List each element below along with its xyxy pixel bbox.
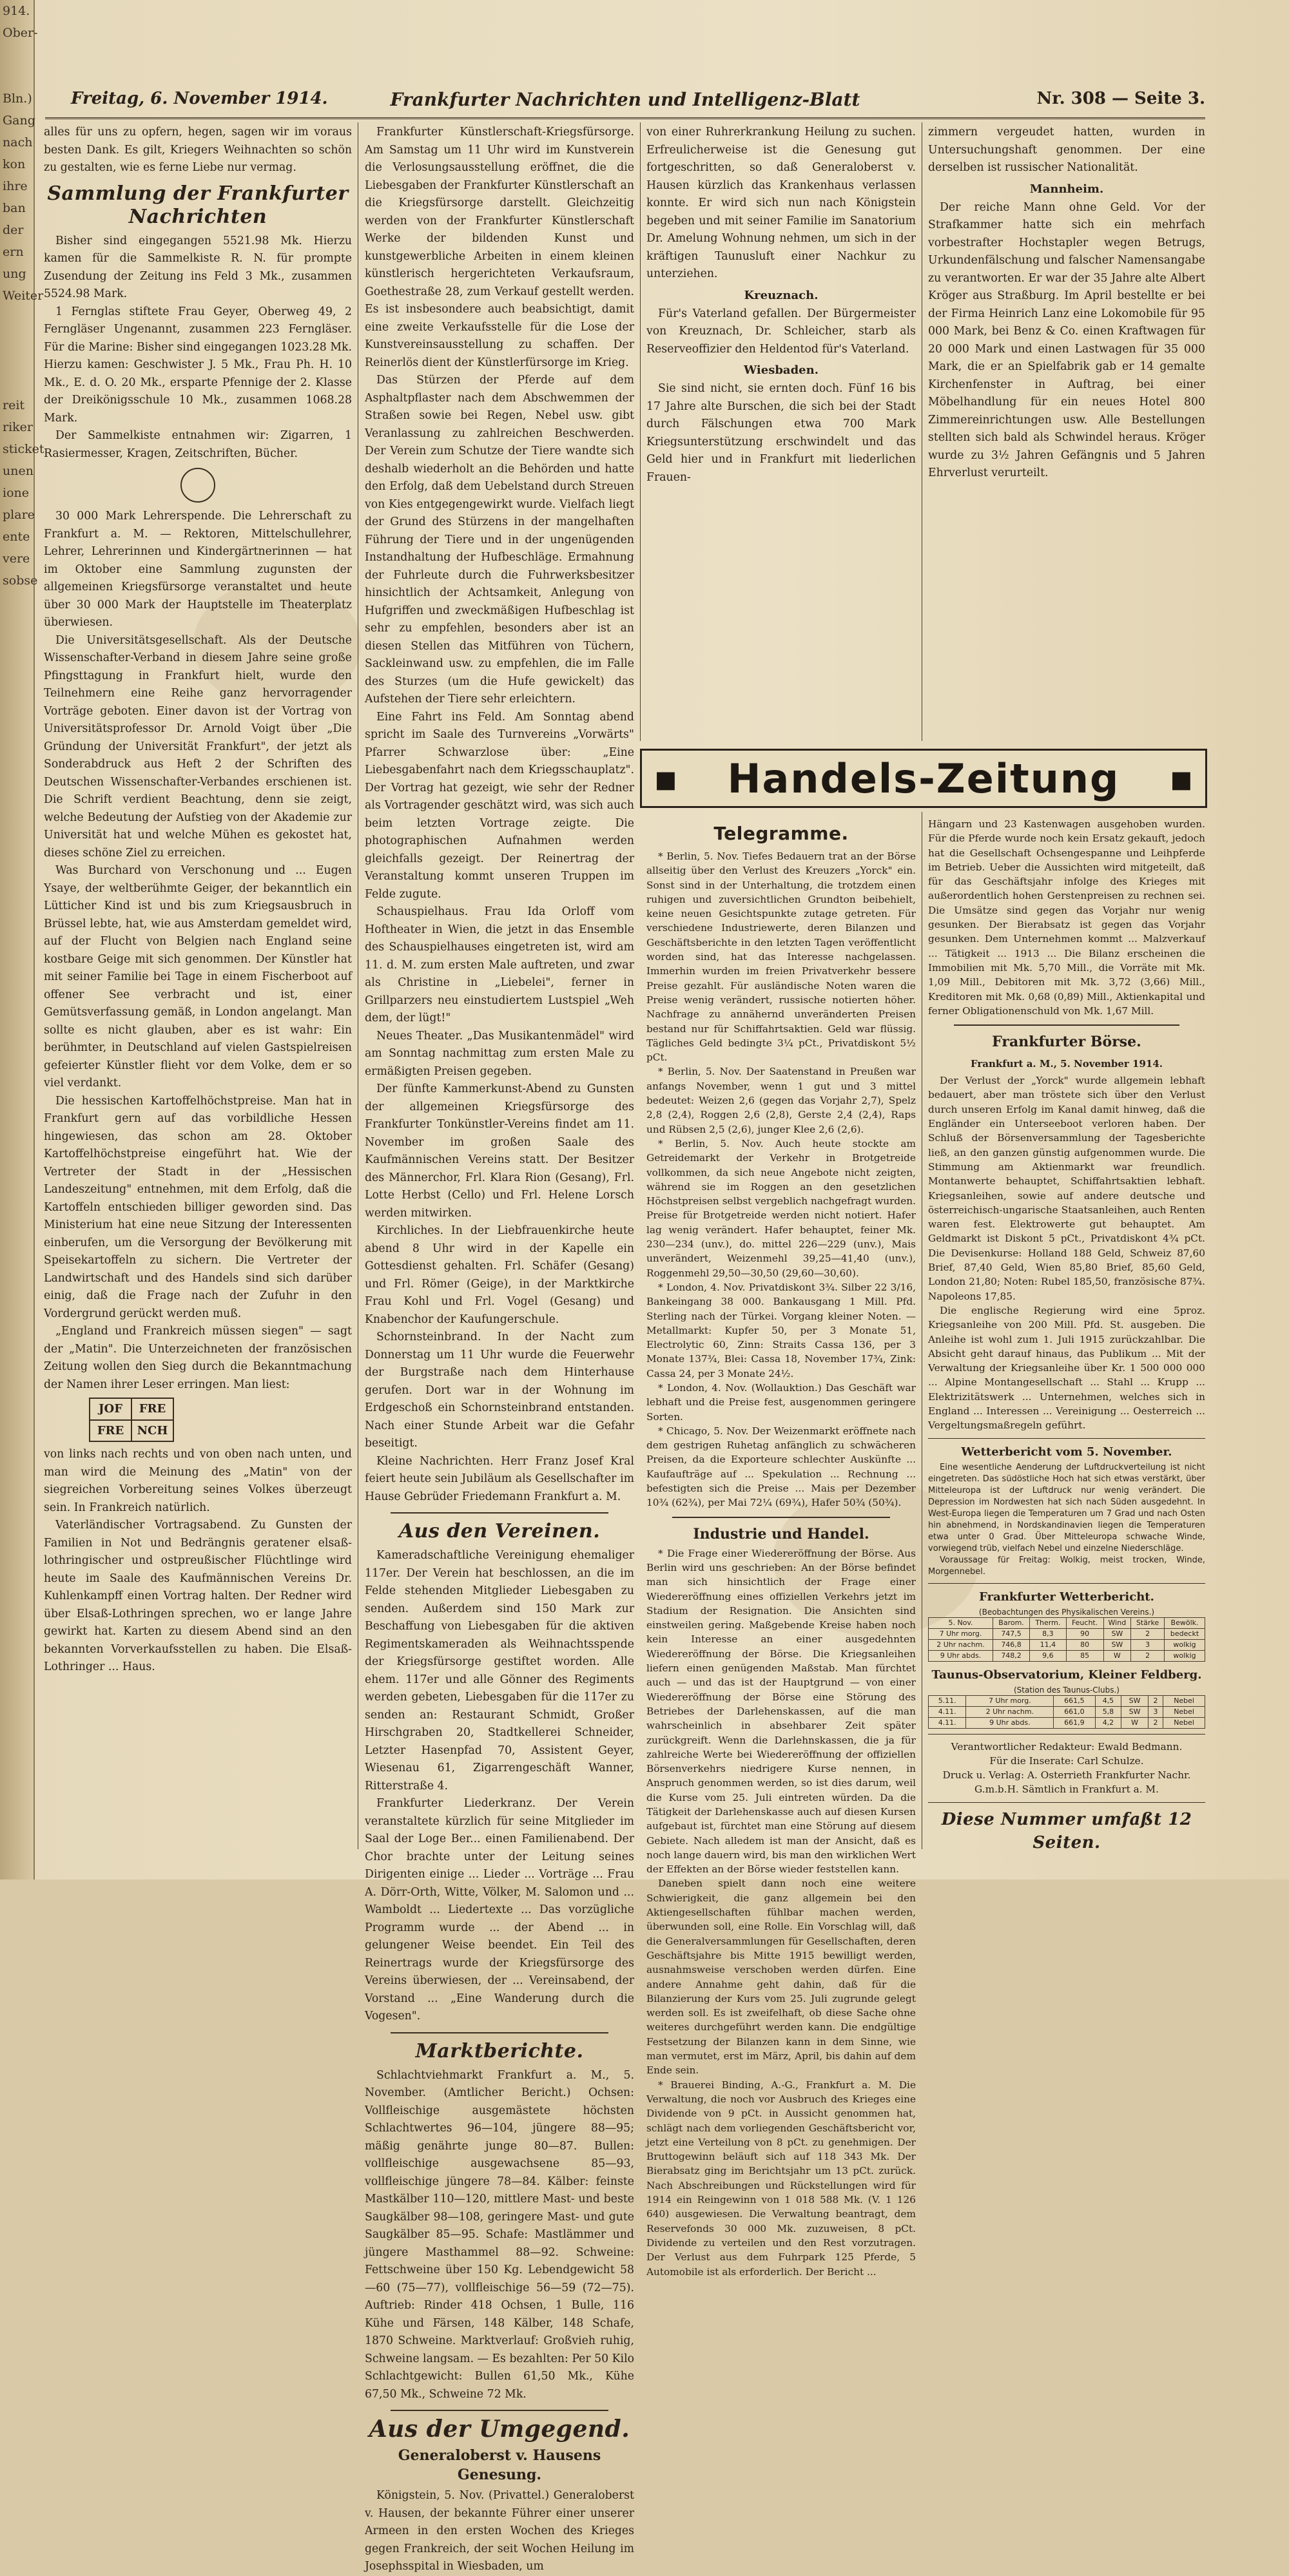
article-sammlung: Der Sammelkiste entnahmen wir: Zigarren, 1 Rasiermesser, Kragen, Zeitschriften, Bücher. (44, 429, 352, 460)
weather-cell: 80 (1066, 1639, 1103, 1650)
weather-table-body (929, 1628, 1205, 1661)
previous-page-edge (0, 0, 44, 1879)
circle-ornament (180, 468, 215, 503)
article-schornsteinbrand: Schornsteinbrand. In der Nacht zum Donnerstag um 11 Uhr wurde die Feuerwehr der Burgstraße nach dem Hinterhause gerufen. Dort war in der Wohnung im Erdgeschoß ein Schornsteinbrand entstanden. Nach einer Stunde Arbeit war die Gefahr beseitigt. (365, 1331, 634, 1450)
weather-header-cell: Wind (1103, 1617, 1131, 1628)
article-ysaye: Was Burchard von Verschonung und ... Eugen Ysaye, der weltberühmte Geiger, der bekanntlich ein Lütticher Kind ist und bis zum Kriegsausbruch in Brüssel lebte, hat, wie aus Amsterdam gemeldet wird, auf der Flucht von Belgien nach England seine kostbare Geige mit sich genommen. Der Künstler hat mit seiner Familie bei Tage in einem Fischerboot auf offener See verbracht und ist, einer Gemütsverfassung gemäß, in London angelangt. Man sollte es nicht glauben, aber es ist wahr: Ein berühmter, in Deutschland auf vielen Gastspielreisen gefeierter Künstler flieht vor dem Volke, dem er so viel verdankt. (44, 864, 352, 1090)
article-binding: * Brauerei Binding, A.-G., Frankfurt a. M. Die Verwaltung, die noch vor Ausbruch des Krieges eine Dividende von 9 pCt. in Aussicht genommen hat, schlägt nach dem vorliegenden Geschäftsbericht vor, jetzt eine Verteilung von 8 pCt. zu genehmigen. Der Bruttogewinn beläuft sich auf 118 343 Mk. Der Bierabsatz ging im Berichtsjahr um 13 pCt. zurück. Nach Abschreibungen und Rückstellungen wird für 1914 ein Reingewinn von 1 018 588 Mk. (V. 1 126 640) ausgewiesen. Die Verwaltung beantragt, dem Reservefonds 30 000 Mk. zuzuweisen, 8 pCt. Dividende zu verteilen und den Rest vorzutragen. Der Verlust aus dem Fuhrpark 125 Pferde, 5 Automobile ist als erforderlich. Der Bericht ... (646, 2079, 916, 2278)
dateline-mannheim: Mannheim. (1029, 182, 1104, 196)
wetterbericht-subtitle: (Beobachtungen des Physikalischen Vereins.) (978, 1607, 1155, 1617)
article-vortragsabend: Vaterländischer Vortragsabend. Zu Gunsten der Familien in Not und Bedrängnis geratener elsaß-lothringischer und ostpreußischer Flüchtlinge wird heute im Saale des Kaufmännischen Vereins Dr. Kuhlenkampff einen Vortrag halten. Der Redner wird über Elsaß-Lothringen sprechen, wo er lange Jahre gewirkt hat. Karten zu diesem Abend sind an den bekannten Vorverkaufsstellen zu haben. Die Elsaß-Lothringer ... Haus. (44, 1519, 352, 1673)
heading-taunus-observatorium: Taunus-Observatorium, Kleiner Feldberg. (931, 1668, 1202, 1682)
weather-row (929, 1628, 1205, 1639)
section-heading-sammlung: Sammlung der Frankfurter Nachrichten (47, 182, 349, 228)
weather-table-frankfurt (928, 1617, 1205, 1662)
previous-page-fragment (0, 351, 34, 372)
weather-cell: 90 (1066, 1628, 1103, 1639)
article-hausen-cont: von einer Ruhrerkrankung Heilung zu suchen. Erfreulicherweise ist die Genesung gut fortgeschritten, so daß Generaloberst v. Hausen kürzlich das Krankenhaus verlassen konnte. Er wird sich nun nach Königstein begeben und mit seiner Familie im Sanatorium Dr. Amelung Wohnung nehmen, um sich in der kräftigen Taunusluft einer Nachkur zu unterziehen. (646, 126, 916, 280)
weather-cell: wolkig (1165, 1650, 1205, 1661)
section-rule (928, 1802, 1205, 1803)
puzzle-cell: FRE (90, 1420, 131, 1442)
weather-cell: SW (1103, 1628, 1131, 1639)
article-hausen: Königstein, 5. Nov. (Privattel.) Generaloberst v. Hausen, der bekannte Führer einer unserer Armeen in den ersten Wochen des Krieges gegen Frankreich, der seit Wochen Heilung im Josephsspital in Wiesbaden, um (365, 2489, 634, 2573)
weather-cell: 2 Uhr nachm. (966, 1706, 1054, 1717)
weather-cell: 748,2 (993, 1650, 1030, 1661)
weather-header-cell: 5. Nov. (929, 1617, 993, 1628)
weather-row (929, 1717, 1205, 1728)
section-heading-frankfurter-boerse: Frankfurter Börse. (992, 1033, 1141, 1051)
article-schauspielhaus: Schauspielhaus. Frau Ida Orloff vom Hoftheater in Wien, die jetzt in das Ensemble des Schauspielhauses eingetreten ist, wird am 11. d. M. zum ersten Male auftreten, und zwar als Christine in „Liebelei", ferner in Grillparzers neu einstudiertem Lustspiel „Weh dem, der lügt!" (365, 905, 634, 1024)
jof-frence-puzzle (89, 1398, 174, 1442)
weather-cell: 2 (1148, 1717, 1163, 1728)
weather-table-taunus (928, 1695, 1205, 1729)
weather-cell: 9 Uhr abds. (966, 1717, 1054, 1728)
puzzle-cell: FRE (131, 1398, 173, 1420)
weather-cell: 2 (1131, 1628, 1165, 1639)
section-rule (928, 1583, 1205, 1584)
article-wetterbericht: Eine wesentliche Aenderung der Luftdruckverteilung ist nicht eingetreten. Das südöstliche Hoch hat sich etwas verstärkt, über Mitteleuropa ist der Luftdruck nur wenig verändert. Die Depression im Nordwesten hat sich nach Süden ausgedehnt. In West-Europa liegen die Temperaturen um 7 Grad und nach Osten hin abnehmend, in Nordskandinavien liegen die Temperaturen etwa unter 0 Grad. Über Mitteleuropa schwache Winde, vorwiegend trüb, vielfach Nebel und einzelne Niederschläge. (928, 1462, 1205, 1553)
weather-cell: 747,5 (993, 1628, 1030, 1639)
previous-page-fragment: sticket (3, 442, 44, 456)
article-kreuznach: Für's Vaterland gefallen. Der Bürgermeister von Kreuznach, Dr. Schleicher, starb als Reserveoffizier den Heldentod für's Vaterland. (646, 307, 916, 356)
weather-table-header (929, 1617, 1205, 1628)
article-mannheim: Der reiche Mann ohne Geld. Vor der Strafkammer hatte sich ein mehrfach vorbestrafter Hochstapler wegen Betrugs, Urkundenfälschung und falscher Namensangabe zu verantworten. Er war der 35 Jahre alte Albert Kröger aus Straßburg. Im April bestellte er bei der Firma Heinrich Lanz eine Lokomobile für 95 000 Mark, bei Benz & Co. einen Kraftwagen für 20 000 Mark und einen Lastwagen für 35 000 Mark, die er an Spielfabrik gab er 14 gemalte Kirchenfenster in Auftrag, bei einer Möbelhandlung für ein neues Hotel 800 Zimmereinrichtungen usw. Alle Bestellungen stellten sich bald als Schwindel heraus. Kröger wurde zu 3½ Jahren Gefängnis und 5 Jahren Ehrverlust verurteilt. (928, 200, 1205, 479)
weather-cell: 5.11. (929, 1695, 966, 1706)
weather-cell: 9 Uhr abds. (929, 1650, 993, 1661)
heading-wetterbericht: Wetterbericht vom 5. November. (961, 1445, 1172, 1459)
weather-cell: 4.11. (929, 1706, 966, 1717)
weather-row (929, 1695, 1205, 1706)
article-wiesbaden: Sie sind nicht, sie ernten doch. Fünf 16 bis 17 Jahre alte Burschen, die sich bei der Stadt durch Fälschungen etwa 700 Mark Kriegsunterstützung erschwindelt und das Geld hier und in Frankfurt mit liederlichen Frauen- (646, 382, 916, 484)
telegram-berlin: * Berlin, 5. Nov. Tiefes Bedauern trat an der Börse allseitig über den Verlust des Kreuzers „Yorck" ein. Sonst sind in der Unterhaltung, die trotzdem einen ruhigen und zuversichtlichen Grundton beibehielt, keine neuen Gesichtspunkte zutage getreten. Für verschiedene Industriewerte, deren Bilanzen und Geschäftsberichte in den letzten Tagen veröffentlicht worden sind, hat das Interesse nachgelassen. Immerhin wurden im freien Privatverkehr bessere Preise gezahlt. Für ausländische Noten waren die Preise wenig verändert, russische notierten höher. Nachfrage zu annähernd unveränderten Preisen bestand nur für Schiffahrtsaktien. Geld war flüssig. Tägliches Geld bedingte 3¼ pCt., Privatdiskont 5½ pCt. (646, 851, 916, 1064)
previous-page-fragment: reit (3, 398, 25, 412)
puzzle-cell: JOF (90, 1398, 131, 1420)
weather-cell: Nebel (1163, 1695, 1205, 1706)
dateline-wiesbaden: Wiesbaden. (744, 363, 819, 377)
weather-cell: 5,8 (1095, 1706, 1121, 1717)
article-kriegsanleihe: Die englische Regierung wird eine 5proz. Kriegsanleihe von 200 Mill. Pfd. St. ausgeben. Die Anleihe ist wohl zum 1. Juli 1915 zurückzahlbar. Die Absicht geht darauf hinaus, das Publikum ... Mit der Verwaltung der Kriegsanleihe über Kr. 1 500 000 000 ... Alpine Montangesellschaft ... Stahl ... Krupp ... Elektrizitätswerk ... Unternehmen, welches sich in England ... Interessen ... Vereinigung ... Oesterreich ... Vergeltungsmaßregeln geführt. (928, 1304, 1205, 1432)
weather-cell: 661,5 (1054, 1695, 1095, 1706)
article-kammerkunst: Der fünfte Kammerkunst-Abend zu Gunsten der allgemeinen Kriegsfürsorge des Frankfurter Tonkünstler-Vereins findet am 11. November im großen Saale des Kaufmännischen Vereins statt. Der Besitzer des Männerchor, Frl. Klara Rion (Gesang), Frl. Lotte Herbst (Cello) und Frl. Helene Lorsch werden mitwirken. (365, 1082, 634, 1220)
previous-page-fragment: ban (3, 201, 26, 215)
boerse-dateline: Frankfurt a. M., 5. November 1914. (970, 1058, 1163, 1070)
article-binding-cont: Hängarn und 23 Kastenwagen ausgehoben wurden. Für die Pferde wurde noch kein Ersatz gekauft, jedoch hat die Gesellschaft Ochsengespanne und Leihpferde im Betrieb. Ueber die Aussichten wird mitgeteilt, daß für das Geschäftsjahr infolge des Krieges mit außerordentlich hohen Gerstenpreisen zu rechnen sei. Die Umsätze sind gegen das Vorjahr nur wenig gesunken. Der Bierabsatz ist gegen das Vorjahr gesunken. Dem Unternehmen kommt ... Malzverkauf ... Tätigkeit ... 1913 ... Die Bilanz erscheinen die Immobilien mit Mk. 5,70 Mill., die Vorräte mit Mk. 1,09 Mill., Debitoren mit Mk. 3,72 (3,66) Mill., Kreditoren mit Mk. 0,68 (0,89) Mill., Aktienkapital und ferner Obligationenschuld von Mk. 1,67 Mill. (928, 818, 1205, 1017)
weather-header-cell: Bewölk. (1165, 1617, 1205, 1628)
article-boerse-wiedereroeffnung: * Die Frage einer Wiedereröffnung der Börse. Aus Berlin wird uns geschrieben: An der Börse befindet man sich hinsichtlich der Frage einer Wiedereröffnung eines offiziellen Verkehrs jetzt im Stadium der Resignation. Die Ansichten sind einstweilen gering. Maßgebende Kreise haben noch kein Interesse an einer ausgedehnten Wiedereröffnung der Börse. Die Kriegsanleihen liefern einen genügenden Maßstab. Man fürchtet auch — und das ist der Hauptgrund — von einer Wiedereröffnung der Börse eine Störung des Betriebes der Darlehenskassen, auf die man wahrscheinlich in absehbarer Zeit später zurückgreift. Wenn die Darlehnskassen, die ja für zahlreiche Werte bei Wiedereröffnung der offiziellen Börsenverkehrs niedrigere Kurse nennen, in Anspruch genommen werden, so ist dies darum, weil die Kurse vom 25. Juli eintreten würden. Da die Tätigkeit der Darlehenskasse auch auf diesen Kursen aufgebaut ist, fürchtet man eine Störung auf diesem Gebiete. Nach alledem ist man der Ansicht, daß es noch lange dauern wird, bis man den wirklichen Wert der Effekten an der Börse wieder feststellen kann. (646, 1547, 916, 1876)
previous-page-fragment: sobse (3, 573, 38, 588)
section-heading-industrie: Industrie und Handel. (693, 1525, 869, 1543)
weather-header-cell: Barom. (993, 1617, 1030, 1628)
article-fahrt-ins-feld: Eine Fahrt ins Feld. Am Sonntag abend spricht im Saale des Turnvereins „Vorwärts" Pfarrer Schwarzlose über: „Eine Liebesgabenfahrt nach dem Kriegsschauplatz". Der Vortrag hat gezeigt, wie sehr der Redner als Vortragender geschätzt wird, was sich auch beim letzten Vortrage zeigte. Die photographischen Aufnahmen werden gleichfalls gezeigt. Der Reinertrag der Veranstaltung kommt unseren Truppen im Felde zugute. (365, 710, 634, 901)
previous-page-fragment: ente (3, 530, 30, 544)
weather-header-cell: Feucht. (1066, 1617, 1103, 1628)
weather-cell: W (1121, 1717, 1148, 1728)
article-schlachtvieh: Schlachtviehmarkt Frankfurt a. M., 5. November. (Amtlicher Bericht.) Ochsen: Vollfleischige ausgemästete höchsten Schlachtwertes 96—104, jüngere 88—95; mäßig genährte junge 80—87. Bullen: vollfleischige ausgewachsene 85—93, vollfleischige jüngere 78—84. Kälber: feinste Mastkälber 110—120, mittlere Mast- und beste Saugkälber 98—108, geringere Mast- und gute Saugkälber 85—95. Schafe: Mastlämmer und jüngere Masthammel 88—92. Schweine: Fettschweine über 150 Kg. Lebendgewicht 58—60 (75—77), vollfleischige 56—59 (72—75). Auftrieb: Rinder 418 Ochsen, 1 Bulle, 116 Kühe und Färsen, 148 Kälber, 148 Schafe, 1870 Schweine. Marktverlauf: Großvieh ruhig, Schweine langsam. — Es bezahlten: Per 50 Kilo Schlachtgewicht: Bullen 61,50 Mk., Kühe 67,50 Mk., Schweine 72 Mk. (365, 2068, 635, 2401)
section-rule (391, 2410, 608, 2411)
article-voraussage: Voraussage für Freitag: Wolkig, meist trocken, Winde, Morgennebel. (928, 1555, 1205, 1577)
weather-header-cell: Therm. (1030, 1617, 1066, 1628)
column-6 (928, 817, 1205, 1852)
puzzle-cell: NCH (131, 1420, 173, 1442)
handels-zeitung-banner (640, 749, 1207, 808)
weather-cell: 85 (1066, 1650, 1103, 1661)
article-frauenzimmer: zimmern vergeudet hatten, wurden in Untersuchungshaft genommen. Der eine derselben ist russischer Nationalität. (928, 126, 1205, 174)
article-matin: von links nach rechts und von oben nach unten, und man wird die Meinung des „Matin" von der siegreichen Vorbereitung seines Volkes überzeugt sein. In Frankreich natürlich. (44, 1448, 352, 1514)
previous-page-fragment: vere (3, 552, 30, 566)
previous-page-fragment (0, 372, 34, 394)
weather-cell: 2 Uhr nachm. (929, 1639, 993, 1650)
article-frankfurter-boerse: Der Verlust der „Yorck" wurde allgemein lebhaft bedauert, aber man tröstete sich über den Verlust durch unseren Erfolg im Kanal damit hinweg, daß die Engländer ein Unterseeboot verloren haben. Der Schluß der Börsenversammlung der Tagesberichte ließ, an den ganzen günstig aufgenommen wurde. Die Stimmung am Aktienmarkt war freundlich. Montanwerte behauptet, Schiffahrtsaktien lebhaft. Kriegsanleihen, sowie auf andere deutsche und österreichisch-ungarische Staatsanleihen, auch Renten waren fest. Elektrowerte gut behauptet. Am Geldmarkt ist Diskont 5 pCt., Privatdiskont 4¾ pCt. Die Devisenkurse: Holland 188 Geld, Schweiz 87,60 Brief, 87,40 Geld, Wien 85,80 Brief, 85,60 Geld, London 21,80; Noten: Rubel 185,50, französische 87¾. Napoleons 17,85. (928, 1075, 1205, 1302)
previous-page-fragment: ern (3, 245, 24, 259)
section-rule (954, 1024, 1179, 1026)
previous-page-fragment: riker (3, 420, 33, 434)
weather-cell: 3 (1131, 1639, 1165, 1650)
previous-page-fragment: Ober- (3, 26, 38, 40)
article-heading-hausen: Generaloberst v. Hausens Genesung. (398, 2447, 601, 2483)
section-rule (672, 1517, 890, 1518)
heading-frankfurter-wetterbericht: Frankfurter Wetterbericht. (979, 1590, 1154, 1604)
article-sammlung: Bisher sind eingegangen 5521.98 Mk. Hierzu kamen für die Sammelkiste R. N. für prompte Zusendung der Zeitung ins Feld 3 Mk., zusammen 5524.98 Mark. (44, 234, 352, 300)
banner-title: Handels-Zeitung (727, 755, 1120, 802)
weather-cell: wolkig (1165, 1639, 1205, 1650)
column-4 (928, 124, 1205, 736)
article-kleine-nachrichten: Kleine Nachrichten. Herr Franz Josef Kral feiert heute sein Jubiläum als Gesellschafter im Hause Gebrüder Friedemann Frankfurt a. M. (365, 1454, 634, 1503)
weather-cell: bedeckt (1165, 1628, 1205, 1639)
telegram-london: * London, 4. Nov. Privatdiskont 3¾. Silber 22 3/16, Bankeingang 38 000. Bankausgang 1 Mill. Pfd. Sterling nach der Türkei. Vorgang kleiner Noten. — Metallmarkt: Kupfer 50, per 3 Monate 51, Electrolytic 60, Zinn: Straits Cassa 136, per 3 Monate 137¾, Blei: Cassa 18, November 17¾, Zink: Cassa 24, per 3 Monate 24½. (646, 1281, 916, 1379)
section-rule (928, 1438, 1205, 1439)
article-kirchliches: Kirchliches. In der Liebfrauenkirche heute abend 8 Uhr wird in der Kapelle ein Gottesdienst gehalten. Frl. Schäfer (Gesang) und Frl. Römer (Geige), in der Marktkirche Frau Kohl und Frl. Vogel (Gesang) und Knabenchor der Kaufungerschule. (365, 1224, 634, 1326)
previous-page-fragment: ung (3, 267, 26, 281)
previous-page-fragment (0, 66, 34, 88)
previous-page-fragment: unen (3, 464, 34, 478)
weather-cell: 8,3 (1030, 1628, 1066, 1639)
section-heading-marktberichte: Marktberichte. (415, 2039, 584, 2062)
previous-page-fragment (0, 307, 34, 329)
weather-cell: 2 (1131, 1650, 1165, 1661)
weather-cell: 661,0 (1054, 1706, 1095, 1717)
weather-cell: 4.11. (929, 1717, 966, 1728)
weather-table-body (929, 1695, 1205, 1728)
page-header (45, 89, 1205, 119)
previous-page-fragment: Gang (3, 113, 35, 128)
article-kameradschaft: Kameradschaftliche Vereinigung ehemaliger 117er. Der Verein hat beschlossen, an die im Felde stehenden Mitglieder Liebesgaben zu senden. Außerdem sind 150 Mark zur Beschaffung von Liebesgaben für die aktiven Regimentskameraden als Weihnachtsspende der Kriegsfürsorge gestiftet worden. Alle ehem. 117er und alle Gönner des Regiments werden gebeten, Liebesgaben für die 117er zu senden an: Restaurant Schmidt, Großer Hirschgraben 20, Stadtkellerei Schneider, Letzter Hasenpfad 70, Assistent Geyer, Wiesenau 61, Zigarrengeschäft Wanner, Ritterstraße 4. (365, 1549, 634, 1793)
weather-row (929, 1639, 1205, 1650)
previous-page-fragment (0, 329, 34, 351)
previous-page-fragment: ione (3, 486, 29, 500)
previous-page-fragment: 914. (3, 4, 30, 18)
weather-cell: SW (1121, 1695, 1148, 1706)
weather-row (929, 1650, 1205, 1661)
header-date: Freitag, 6. November 1914. (71, 89, 328, 108)
banner-square-right: ▪ (1169, 757, 1194, 800)
article-lehrerspende: 30 000 Mark Lehrerspende. Die Lehrerschaft zu Frankfurt a. M. — Rektoren, Mittelschullehrer, Lehrer, Lehrerinnen und Kindergärtnerinnen — hat im Oktober eine Sammlung zugunsten der allgemeinen Kriegsfürsorge veranstaltet und heute über 30 000 Mark der Hauptstelle im Theaterplatz überwiesen. (44, 510, 352, 629)
imprint-inserate: Für die Inserate: Carl Schulze. (989, 1754, 1144, 1767)
section-rule (391, 2032, 608, 2033)
weather-cell: SW (1103, 1639, 1131, 1650)
previous-page-fragment: der (3, 223, 24, 237)
weather-cell: 661,9 (1054, 1717, 1095, 1728)
header-title: Frankfurter Nachrichten und Intelligenz-Blatt (390, 89, 860, 110)
header-page-number: Nr. 308 — Seite 3. (1036, 89, 1205, 108)
telegram-london: * London, 4. Nov. (Wollauktion.) Das Geschäft war lebhaft und die Preise fest, ausgenommen geringere Sorten. (646, 1381, 916, 1423)
weather-cell: 7 Uhr morg. (929, 1628, 993, 1639)
weather-row (929, 1706, 1205, 1717)
imprint-redakteur: Verantwortlicher Redakteur: Ewald Bedmann. (951, 1740, 1183, 1753)
weather-cell: 2 (1148, 1695, 1163, 1706)
previous-page-fragment: nach (3, 135, 33, 149)
weather-cell: Nebel (1163, 1706, 1205, 1717)
column-5 (646, 817, 916, 2278)
weather-cell: 4,5 (1095, 1695, 1121, 1706)
article-bilanzen: Daneben spielt dann noch eine weitere Schwierigkeit, die ganz allgemein bei den Aktiengesellschaften fühlbar machen werden, überwunden soll, eine Rolle. Ein Vorschlag will, daß die Generalversammlungen für Gesellschaften, deren Geschäftsjahre bis Mitte 1915 bewilligt werden, ausnahmsweise verschoben werden dürfen. Eine andere Annahme geht dahin, daß für die Bilanzierung der Kurs vom 25. Juli zugrunde gelegt werden soll. Es ist zweifelhaft, ob diese Sache ohne weiteres durchgeführt werden kann. Die endgültige Festsetzung der Bilanzen kann in dem Sinne, wie man vermutet, erst im März, April, bis dahin auf dem Ende sein. (646, 1878, 916, 2077)
article-england: „England und Frankreich müssen siegen" — sagt der „Matin". Die Unterzeichneten der französischen Zeitung wollen den Sieg durch die Bekanntmachung der Namen ihrer Leser erringen. Man liest: (44, 1325, 352, 1391)
weather-cell: SW (1121, 1706, 1148, 1717)
telegram-berlin: * Berlin, 5. Nov. Der Saatenstand in Preußen war anfangs November, wenn 1 gut und 3 mittel bedeutet: Weizen 2,6 (gegen das Vorjahr 2,7), Spelz 2,8 (2,4), Roggen 2,6 (2,8), Gerste 2,4 (2,4), Raps und Rübsen 2,5 (2,6), junger Klee 2,6 (2,6). (646, 1066, 916, 1135)
section-rule (928, 1734, 1205, 1735)
column-rule (640, 122, 641, 741)
weather-cell: 9,6 (1030, 1650, 1066, 1661)
article-neues-theater: Neues Theater. „Das Musikantenmädel" wird am Sonntag nachmittag zum ersten Male zu ermäßigten Preisen gegeben. (365, 1029, 634, 1078)
article-intro: alles für uns zu opfern, hegen, sagen wir im voraus besten Dank. Es gilt, Kriegers Weihnachten so schön zu gestalten, wie es ferne Liebe nur vermag. (44, 126, 352, 174)
previous-page-fragment: plare (3, 508, 35, 522)
article-pferde: Das Stürzen der Pferde auf dem Asphaltpflaster nach dem Abschwemmen der Straßen sowie bei Regen, Nebel usw. gibt Veranlassung zu zahlreichen Beschwerden. Der Verein zum Schutze der Tiere wandte sich deshalb wiederholt an die Behörden und hatte den Erfolg, daß dem Uebelstand durch Streuen von Kies entgegengewirkt wurde. Vielfach liegt der Grund des Stürzens in der mangelhaften Führung der Tiere und in der ungenügenden Instandhaltung der Hufbeschläge. Ermahnung der Fuhrleute durch die Fuhrwerksbesitzer hinsichtlich der Achtsamkeit, Anlegung von Hufgriffen und zweckmäßigen Hufbeschlag ist sehr zu empfehlen, besonders aber ist an diesen Stellen das Mitführen von Tüchern, Sackleinwand usw. zu empfehlen, die im Falle des Sturzes (um die Hufe gewickelt) das Aufstehen der Tiere sehr erleichtern. (365, 374, 634, 706)
section-rule (391, 1512, 608, 1514)
footer-page-count: Diese Nummer umfaßt 12 Seiten. (941, 1809, 1192, 1852)
previous-page-fragment (0, 44, 34, 66)
weather-cell: 11,4 (1030, 1639, 1066, 1650)
telegram-berlin: * Berlin, 5. Nov. Auch heute stockte am Getreidemarkt der Verkehr in Brotgetreide vollkommen, da sich neue Angebote nicht zeigten, während sie im Roggen an den gesetzlichen Höchstpreisen selbst vergeblich nachgefragt wurden. Preise für Brotgetreide werden nicht notiert. Hafer lag wenig verändert. Hafer behauptet, feiner Mk. 230—234 (unv.), do. mittel 226—229 (unv.), Mais unverändert, Weizenmehl 39,25—41,40 (unv.), Roggenmehl 29,50—30,50 (29,60—30,60). (646, 1137, 916, 1279)
previous-page-fragment: Bln.) (3, 91, 32, 106)
weather-cell: Nebel (1163, 1717, 1205, 1728)
previous-page-fragment: kon (3, 157, 26, 171)
previous-page-fragment: ihre (3, 179, 28, 193)
weather-cell: 746,8 (993, 1639, 1030, 1650)
dateline-kreuznach: Kreuznach. (744, 288, 819, 302)
article-kartoffel: Die hessischen Kartoffelhöchstpreise. Man hat in Frankfurt gern auf das vorbildliche Hessen hingewiesen, das schon am 28. Oktober Kartoffelhöchstpreise eingeführt hat. Wie der Vertreter der Stadt in der „Hessischen Landeszeitung" entnehmen, mit dem Erfolg, daß die Kartoffeln entschieden billiger geworden sind. Das Ministerium hat eine neue Sitzung der Interessenten einberufen, um die Versorgung der Bevölkerung mit Speisekartoffeln zu sichern. Die Vertreter der Landwirtschaft und des Handels sind sich darüber einig, daß die Frage nach der Zufuhr in den Vordergrund gerückt werden muß. (44, 1094, 352, 1320)
section-heading-vereine: Aus den Vereinen. (398, 1520, 601, 1543)
section-heading-telegramme: Telegramme. (713, 823, 849, 844)
weather-cell: 7 Uhr morg. (966, 1695, 1054, 1706)
telegram-chicago: * Chicago, 5. Nov. Der Weizenmarkt eröffnete nach dem gestrigen Ruhetag anfänglich zu schwächeren Preisen, da die Exporteure schlechter Auskünfte ... Kaufaufträge auf ... Spekulation ... Rechnung ... befestigten sich die Preise ... Mais per Dezember 10¾ (62¾), per Mai 72¼ (69¾), Hafer 50¾ (50¾). (646, 1425, 916, 1509)
weather-header-cell: Stärke (1131, 1617, 1165, 1628)
previous-page-fragment: Weiter (3, 289, 44, 303)
article-universitaet: Die Universitätsgesellschaft. Als der Deutsche Wissenschafter-Verband in diesem Jahre seine große Pfingsttagung in Frankfurt hielt, wurde den Teilnehmern eine Reihe ganz hervorragender Vorträge geboten. Einer davon ist der Vortrag von Universitätsprofessor Dr. Arnold Voigt über „Die Gründung der Universität Frankfurt", der jetzt als Sonderabdruck aus Heft 2 der Schriften des Deutschen Wissenschafter-Verbandes erschienen ist. Die Schrift verdient Beachtung, denn sie zeigt, welche Bedeutung der Aufstieg von der Akademie zur Universität hat und welche Mühen es gekostet hat, dieses schöne Ziel zu erreichen. (44, 633, 352, 860)
taunus-subtitle: (Station des Taunus-Clubs.) (1013, 1685, 1119, 1695)
column-2 (365, 124, 635, 2573)
weather-cell: 3 (1148, 1706, 1163, 1717)
weather-cell: 4,2 (1095, 1717, 1121, 1728)
weather-cell: W (1103, 1650, 1131, 1661)
imprint-druck: Druck u. Verlag: A. Osterrieth Frankfurter Nachr. G.m.b.H. Sämtlich in Frankfurt a. M. (942, 1769, 1191, 1796)
column-3 (646, 124, 916, 736)
article-sammlung: 1 Fernglas stiftete Frau Geyer, Oberweg 49, 2 Ferngläser Ungenannt, zusammen 223 Ferngläser. Für die Marine: Bisher sind eingegangen 1023.28 Mk. Hierzu kamen: Geschwister J. 5 Mk., Frau Ph. H. 10 Mk., E. d. O. 20 Mk., ersparte Pfennige der 2. Klasse der Dreikönigsschule 10 Mk., zusammen 1068.28 Mark. (44, 305, 352, 425)
article-liederkranz: Frankfurter Liederkranz. Der Verein veranstaltete kürzlich für seine Mitglieder im Saal der Loge Ber... einen Familienabend. Der Chor brachte unter der Leitung seines Dirigenten einige ... Lieder ... Vorträge ... Frau A. Dörr-Orth, Witte, Völker, M. Salomon und ... Wamboldt ... Liedertexte ... Das vorzügliche Programm wurde ... der Abend ... in gelungener Weise beendet. Ein Teil des Reinertrags wurde der Kriegsfürsorge des Vereins überwiesen, der ... Vereinsabend, der Vorstand ... „Eine Wanderung durch die Vogesen". (365, 1797, 634, 2023)
column-1 (44, 124, 352, 1850)
article-kuenstlerschaft: Frankfurter Künstlerschaft-Kriegsfürsorge. Am Samstag um 11 Uhr wird im Kunstverein die Verlosungsausstellung eröffnet, die die Liebesgaben der Frankfurter Künstlerschaft an die Kriegsfürsorge darstellt. Gleichzeitig werden von der Frankfurter Künstlerschaft Werke der bildenden Kunst und kunstgewerbliche Arbeiten in einem kleinen künstlerisch hergerichteten Verkaufsraum, Goethestraße 28, zum Verkauf gestellt werden. Es ist insbesondere auch beabsichtigt, damit eine zweite Verkaufsstelle für die Lose der Kunstvereinsausstellung zu schaffen. Der Reinerlös dient der Künstlerfürsorge im Krieg. (365, 126, 634, 369)
section-heading-umgegend: Aus der Umgegend. (369, 2416, 630, 2443)
banner-square-left: ▪ (654, 757, 678, 800)
